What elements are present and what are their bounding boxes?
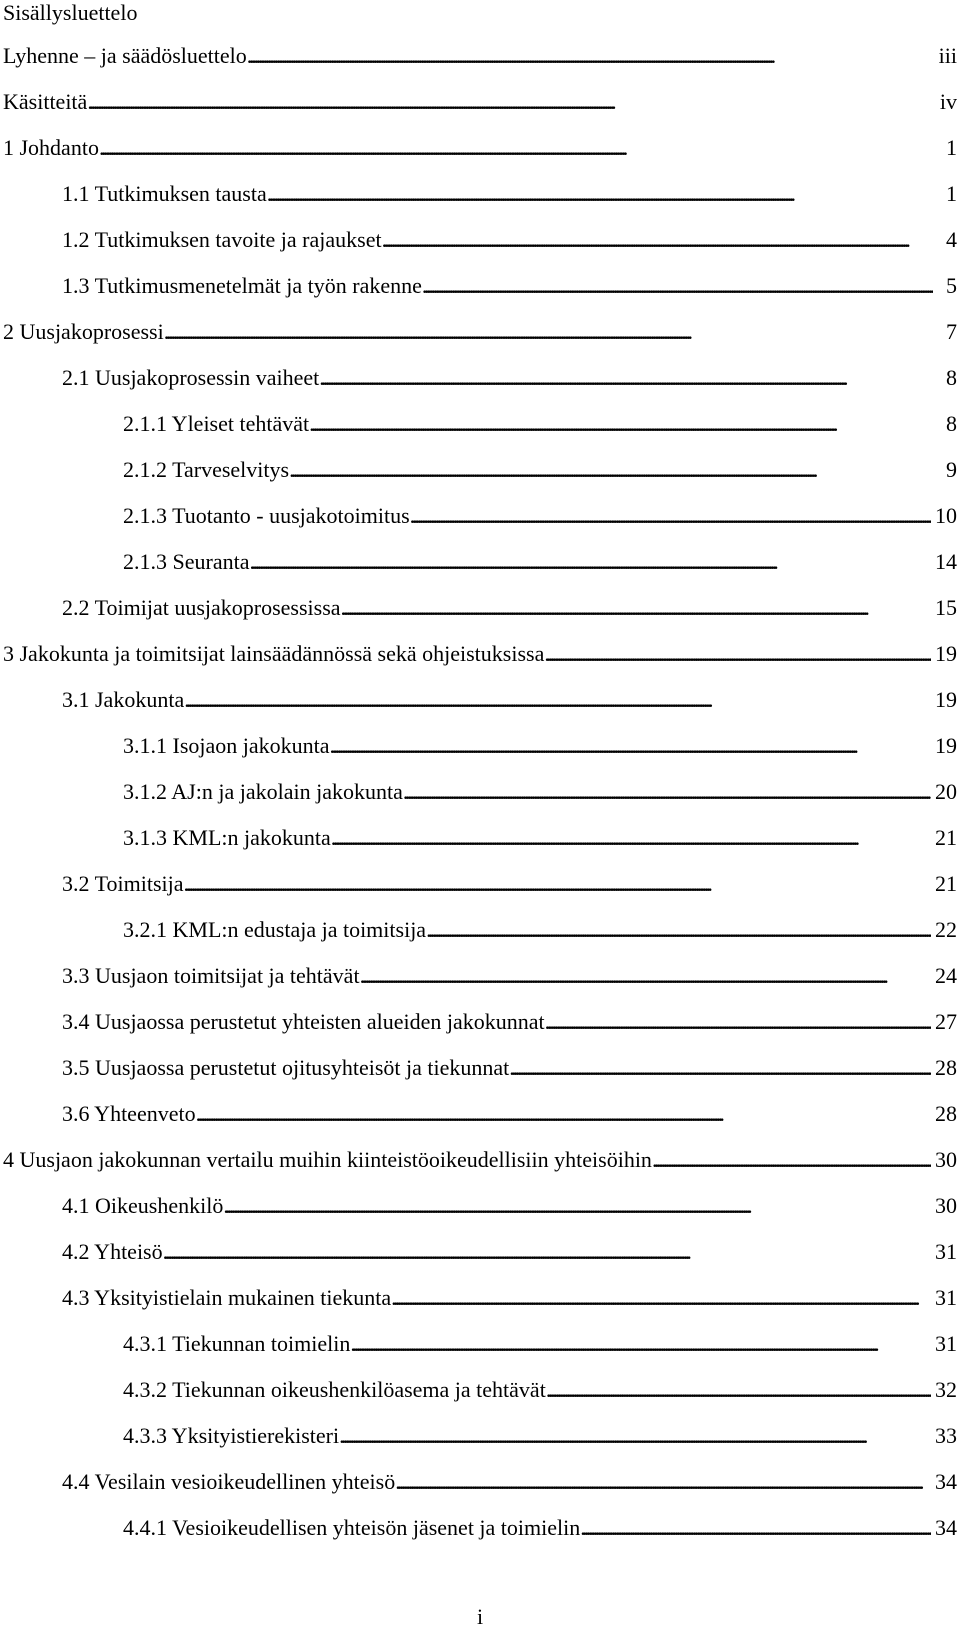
- toc-entry-label: 4.4.1 Vesioikeudellisen yhteisön jäsenet ja toimielin: [123, 1515, 581, 1540]
- toc-entry-page: 7: [946, 319, 957, 344]
- toc-entry-label: 2.1.3 Seuranta: [123, 549, 250, 574]
- toc-entry-page: iv: [939, 89, 957, 114]
- toc-entry-page: 22: [935, 917, 957, 942]
- toc-entry-page: 8: [946, 365, 957, 390]
- table-of-contents: [0, 33, 960, 1551]
- toc-dot-leader: [330, 723, 931, 769]
- toc-entry-label: 3.1 Jakokunta: [62, 687, 185, 712]
- toc-entry-label: 4.3.1 Tiekunnan toimielin: [123, 1331, 351, 1356]
- toc-entry-label: 4.1 Oikeushenkilö: [62, 1193, 224, 1218]
- toc-dot-leader: [184, 861, 931, 907]
- toc-entry[interactable]: [0, 815, 960, 861]
- toc-entry-label: 2.1 Uusjakoprosessin vaiheet: [62, 365, 320, 390]
- toc-dot-leader: [403, 769, 931, 815]
- toc-dot-leader: [249, 539, 931, 585]
- toc-dot-leader: [99, 125, 933, 171]
- toc-dot-leader: [422, 263, 933, 309]
- toc-entry[interactable]: [0, 217, 960, 263]
- toc-dot-leader: [309, 401, 933, 447]
- toc-entry-label: 3.2 Toimitsija: [62, 871, 184, 896]
- toc-dot-leader: [410, 493, 931, 539]
- toc-dot-leader: [509, 1045, 931, 1091]
- toc-dot-leader: [341, 585, 931, 631]
- toc-entry-label: 1.3 Tutkimusmenetelmät ja työn rakenne: [62, 273, 422, 298]
- toc-entry-page: 14: [935, 549, 957, 574]
- toc-entry-label: 1 Johdanto: [3, 135, 99, 160]
- toc-entry[interactable]: [0, 677, 960, 723]
- toc-entry[interactable]: [0, 861, 960, 907]
- toc-entry-page: 15: [935, 595, 957, 620]
- toc-dot-leader: [382, 217, 933, 263]
- toc-entry-label: 2.1.2 Tarveselvitys: [123, 457, 290, 482]
- toc-entry[interactable]: [0, 769, 960, 815]
- toc-entry-page: 30: [935, 1193, 957, 1218]
- toc-entry-page: 1: [946, 135, 957, 160]
- toc-entry[interactable]: [0, 447, 960, 493]
- toc-entry[interactable]: [0, 1505, 960, 1551]
- toc-entry-label: 4.4 Vesilain vesioikeudellinen yhteisö: [62, 1469, 396, 1494]
- toc-entry-page: iii: [938, 43, 957, 68]
- toc-entry-label: 2.2 Toimijat uusjakoprosessissa: [62, 595, 341, 620]
- toc-entry-page: 1: [946, 181, 957, 206]
- toc-entry-page: 19: [935, 687, 957, 712]
- toc-entry-page: 27: [935, 1009, 957, 1034]
- toc-entry[interactable]: [0, 1091, 960, 1137]
- toc-entry[interactable]: [0, 723, 960, 769]
- toc-entry[interactable]: [0, 401, 960, 447]
- toc-entry[interactable]: [0, 171, 960, 217]
- toc-entry[interactable]: [0, 309, 960, 355]
- toc-entry-label: 3.1.3 KML:n jakokunta: [123, 825, 331, 850]
- toc-entry[interactable]: [0, 1413, 960, 1459]
- toc-entry-label: Lyhenne – ja säädösluettelo: [3, 43, 247, 68]
- toc-dot-leader: [247, 33, 933, 79]
- toc-entry-label: 4.3 Yksityistielain mukainen tiekunta: [62, 1285, 392, 1310]
- toc-entry[interactable]: [0, 355, 960, 401]
- toc-dot-leader: [87, 79, 933, 125]
- toc-entry-label: 3.2.1 KML:n edustaja ja toimitsija: [123, 917, 427, 942]
- toc-entry-page: 9: [946, 457, 957, 482]
- toc-entry-label: 1.1 Tutkimuksen tausta: [62, 181, 267, 206]
- toc-entry-label: Käsitteitä: [3, 89, 88, 114]
- toc-entry-page: 32: [935, 1377, 957, 1402]
- toc-entry-page: 28: [935, 1055, 957, 1080]
- toc-entry[interactable]: [0, 539, 960, 585]
- toc-entry[interactable]: [0, 33, 960, 79]
- toc-entry-page: 5: [946, 273, 957, 298]
- toc-entry[interactable]: [0, 493, 960, 539]
- toc-entry-page: 4: [946, 227, 957, 252]
- toc-entry[interactable]: [0, 79, 960, 125]
- toc-entry-page: 31: [935, 1331, 957, 1356]
- toc-entry[interactable]: [0, 585, 960, 631]
- page-number: i: [476, 1604, 484, 1629]
- toc-entry-page: 31: [935, 1239, 957, 1264]
- toc-dot-leader: [331, 815, 931, 861]
- toc-entry[interactable]: [0, 907, 960, 953]
- toc-entry-label: 4.2 Yhteisö: [62, 1239, 163, 1264]
- toc-dot-leader: [580, 1505, 931, 1551]
- toc-dot-leader: [223, 1183, 931, 1229]
- toc-entry[interactable]: [0, 999, 960, 1045]
- toc-entry[interactable]: [0, 125, 960, 171]
- toc-dot-leader: [426, 907, 931, 953]
- toc-entry[interactable]: [0, 1183, 960, 1229]
- toc-entry-label: 3.3 Uusjaon toimitsijat ja tehtävät: [62, 963, 360, 988]
- toc-dot-leader: [652, 1137, 931, 1183]
- toc-entry[interactable]: [0, 1137, 960, 1183]
- toc-entry-page: 20: [935, 779, 957, 804]
- toc-entry-label: 4.3.2 Tiekunnan oikeushenkilöasema ja tehtävät: [123, 1377, 546, 1402]
- toc-dot-leader: [319, 355, 933, 401]
- toc-entry[interactable]: [0, 1275, 960, 1321]
- toc-entry-label: 4.3.3 Yksityistierekisteri: [123, 1423, 340, 1448]
- toc-dot-leader: [339, 1413, 931, 1459]
- toc-entry-page: 24: [935, 963, 957, 988]
- toc-entry-page: 34: [935, 1515, 957, 1540]
- toc-entry-page: 19: [935, 733, 957, 758]
- toc-entry-page: 21: [935, 825, 957, 850]
- toc-entry-page: 28: [935, 1101, 957, 1126]
- toc-entry-label: 2 Uusjakoprosessi: [3, 319, 164, 344]
- toc-entry-page: 31: [935, 1285, 957, 1310]
- toc-entry-page: 33: [935, 1423, 957, 1448]
- toc-dot-leader: [164, 309, 933, 355]
- toc-entry-page: 34: [935, 1469, 957, 1494]
- toc-title: Sisällysluettelo: [3, 0, 138, 25]
- toc-entry[interactable]: [0, 1321, 960, 1367]
- toc-entry[interactable]: [0, 1459, 960, 1505]
- toc-dot-leader: [395, 1459, 931, 1505]
- toc-entry-label: 3.1.2 AJ:n ja jakolain jakokunta: [123, 779, 403, 804]
- toc-entry[interactable]: [0, 1367, 960, 1413]
- toc-dot-leader: [545, 999, 931, 1045]
- toc-dot-leader: [184, 677, 931, 723]
- toc-entry-page: 8: [946, 411, 957, 436]
- toc-dot-leader: [289, 447, 933, 493]
- toc-entry-label: 3.5 Uusjaossa perustetut ojitusyhteisöt ja tiekunnat: [62, 1055, 510, 1080]
- toc-entry-label: 3.4 Uusjaossa perustetut yhteisten alueiden jakokunnat: [62, 1009, 545, 1034]
- toc-entry-label: 3.6 Yhteenveto: [62, 1101, 196, 1126]
- toc-entry-label: 2.1.1 Yleiset tehtävät: [123, 411, 310, 436]
- toc-dot-leader: [350, 1321, 931, 1367]
- toc-dot-leader: [196, 1091, 931, 1137]
- toc-entry-label: 1.2 Tutkimuksen tavoite ja rajaukset: [62, 227, 382, 252]
- toc-entry-label: 3.1.1 Isojaon jakokunta: [123, 733, 330, 758]
- toc-entry[interactable]: [0, 1229, 960, 1275]
- toc-dot-leader: [544, 631, 931, 677]
- toc-dot-leader: [391, 1275, 931, 1321]
- toc-entry-page: 21: [935, 871, 957, 896]
- toc-dot-leader: [360, 953, 931, 999]
- toc-entry-label: 3 Jakokunta ja toimitsijat lainsäädännössä sekä ohjeistuksissa: [3, 641, 545, 666]
- toc-entry-label: 4 Uusjaon jakokunnan vertailu muihin kiinteistöoikeudellisiin yhteisöihin: [3, 1147, 652, 1172]
- toc-entry-page: 30: [935, 1147, 957, 1172]
- toc-entry-page: 10: [935, 503, 957, 528]
- toc-entry-page: 19: [935, 641, 957, 666]
- toc-dot-leader: [163, 1229, 931, 1275]
- toc-entry[interactable]: [0, 953, 960, 999]
- toc-entry[interactable]: [0, 263, 960, 309]
- toc-entry[interactable]: [0, 1045, 960, 1091]
- toc-entry-label: 2.1.3 Tuotanto - uusjakotoimitus: [123, 503, 410, 528]
- toc-dot-leader: [546, 1367, 931, 1413]
- toc-entry[interactable]: [0, 631, 960, 677]
- toc-dot-leader: [267, 171, 933, 217]
